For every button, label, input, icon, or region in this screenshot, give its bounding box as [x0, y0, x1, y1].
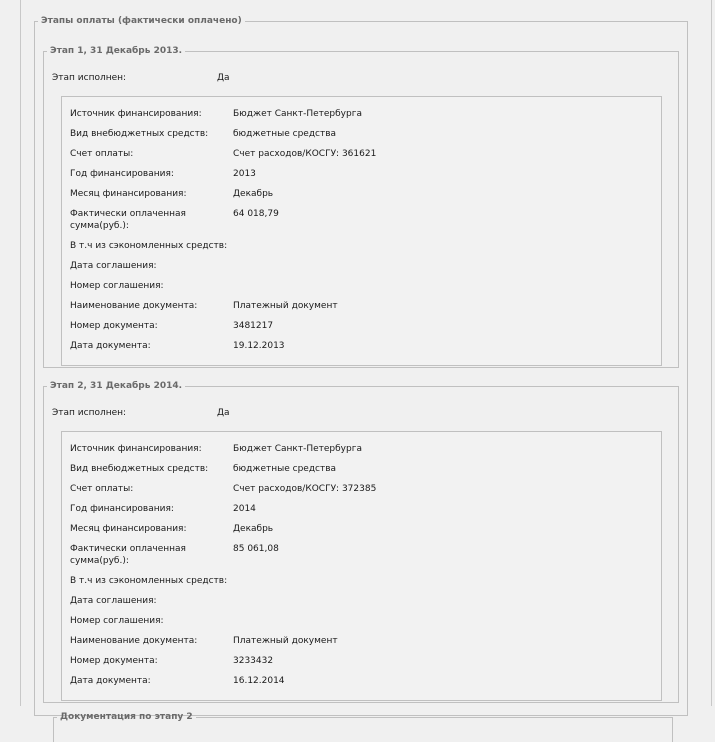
field-label: Счет оплаты: — [70, 149, 134, 159]
field-label: В т.ч из сэкономленных средств: — [70, 576, 228, 586]
field-label: Номер соглашения: — [70, 281, 164, 291]
field-label: Фактически оплаченная сумма(руб.): — [70, 544, 186, 566]
field-label: В т.ч из сэкономленных средств: — [70, 241, 228, 251]
field-value: Платежный документ — [233, 636, 338, 646]
field-value: Декабрь — [233, 189, 274, 199]
stage-1-details — [61, 96, 662, 366]
field-value: 16.12.2014 — [233, 676, 285, 686]
field-label: Источник финансирования: — [70, 444, 202, 454]
field-label: Вид внебюджетных средств: — [70, 464, 209, 474]
payment-stages-legend: Этапы оплаты (фактически оплачено) — [41, 16, 242, 26]
field-value: 2013 — [233, 169, 256, 179]
stage-done-label: Этап исполнен: — [52, 408, 127, 418]
field-value: 3481217 — [233, 321, 274, 331]
field-label: Счет оплаты: — [70, 484, 134, 494]
field-value: 3233432 — [233, 656, 274, 666]
stage-2-legend: Этап 2, 31 Декабрь 2014. — [50, 381, 183, 391]
field-value: Бюджет Санкт-Петербурга — [233, 109, 362, 119]
field-value: бюджетные средства — [233, 464, 337, 474]
field-label: Номер соглашения: — [70, 616, 164, 626]
field-label: Месяц финансирования: — [70, 524, 187, 534]
stage-2-docs-legend: Документация по этапу 2 — [60, 712, 193, 722]
field-value: 64 018,79 — [233, 209, 279, 219]
field-value: 2014 — [233, 504, 256, 514]
stage-1-legend: Этап 1, 31 Декабрь 2013. — [50, 46, 183, 56]
field-label: Год финансирования: — [70, 169, 174, 179]
field-label: Дата документа: — [70, 341, 151, 351]
field-value: Счет расходов/КОСГУ: 361621 — [233, 149, 377, 159]
field-label: Месяц финансирования: — [70, 189, 187, 199]
stage-done-value: Да — [217, 408, 230, 418]
field-value: Платежный документ — [233, 301, 338, 311]
field-value: бюджетные средства — [233, 129, 337, 139]
field-label: Вид внебюджетных средств: — [70, 129, 209, 139]
field-label: Источник финансирования: — [70, 109, 202, 119]
stage-1-section — [43, 46, 679, 368]
field-label: Дата соглашения: — [70, 261, 157, 271]
stage-done-value: Да — [217, 73, 230, 83]
field-value: Декабрь — [233, 524, 274, 534]
field-label: Номер документа: — [70, 656, 158, 666]
field-label: Фактически оплаченная сумма(руб.): — [70, 209, 186, 231]
payment-stages-section — [34, 16, 688, 722]
field-label: Наименование документа: — [70, 636, 198, 646]
field-value: Бюджет Санкт-Петербурга — [233, 444, 362, 454]
field-label: Дата документа: — [70, 676, 151, 686]
field-label: Номер документа: — [70, 321, 158, 331]
stage-2-details — [61, 431, 662, 701]
field-value: Счет расходов/КОСГУ: 372385 — [233, 484, 377, 494]
field-label: Дата соглашения: — [70, 596, 157, 606]
field-label: Год финансирования: — [70, 504, 174, 514]
field-value: 85 061,08 — [233, 544, 279, 554]
field-label: Наименование документа: — [70, 301, 198, 311]
stage-done-label: Этап исполнен: — [52, 73, 127, 83]
stage-2-docs-section — [53, 712, 673, 742]
stage-2-section — [43, 381, 679, 703]
field-value: 19.12.2013 — [233, 341, 285, 351]
